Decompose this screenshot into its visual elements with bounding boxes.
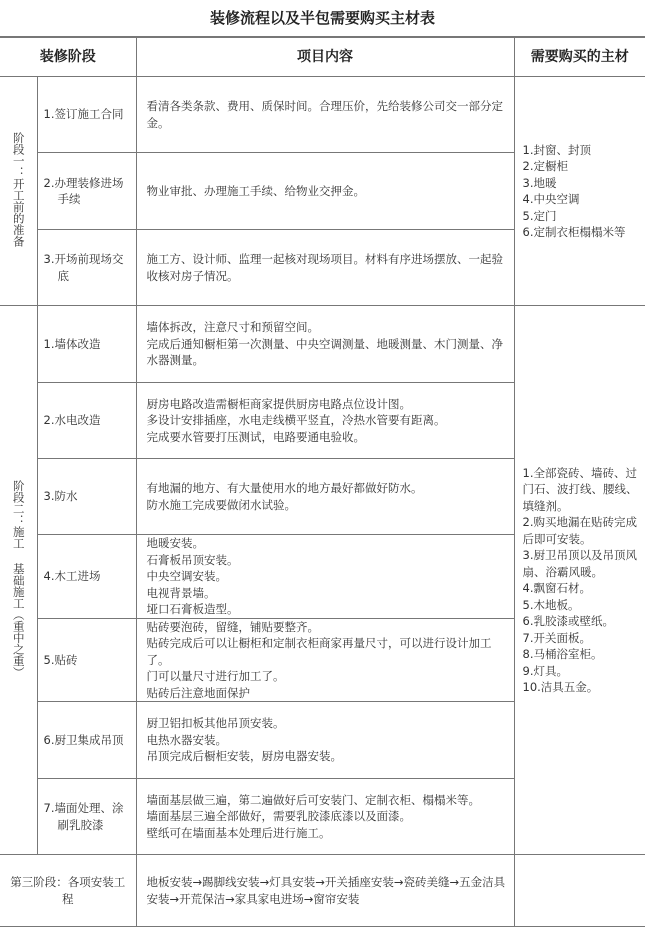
material-item: 7.开关面板。: [522, 630, 591, 645]
step-content: [136, 230, 514, 306]
step-name-text: 3.开场前现场交底: [43, 252, 124, 283]
content-line: 有地漏的地方、有大量使用水的地方最好都做好防水。: [146, 481, 423, 495]
content-line: 完成后通知橱柜第一次测量、中央空调测量、地暖测量、木门测量、净水器测量。: [146, 336, 503, 368]
material-item: 6.乳胶漆或壁纸。: [522, 614, 614, 628]
stage3-materials: [514, 855, 645, 927]
step-name-text: 1.签订施工合同: [43, 107, 124, 122]
content-line: 墙面基层三遍全部做好，需要乳胶漆底漆以及面漆。: [146, 809, 411, 824]
stage3-row: [0, 855, 645, 927]
step-content: [136, 383, 514, 459]
material-item: 1.全部瓷砖、墙砖、过门石、波打线、腰线、填缝剂。: [522, 465, 638, 513]
content-line: 贴砖要泡砖，留缝，铺贴要整齐。: [146, 619, 319, 634]
stage1-materials: [514, 77, 645, 306]
content-line: 电热水器安装。: [146, 732, 227, 747]
content-line: 门可以量尺寸进行加工了。: [146, 669, 285, 683]
material-item: 5.定门: [522, 208, 557, 223]
material-item: 9.灯具。: [522, 663, 568, 678]
step-name-text: 5.贴砖: [43, 652, 78, 667]
stage3-label: 第三阶段：各项安装工程: [0, 855, 136, 927]
step-name-text: 2.水电改造: [43, 413, 101, 428]
step-name-text: 3.防水: [43, 489, 78, 504]
content-line: 贴砖完成后可以让橱柜和定制衣柜商家再量尺寸，可以进行设计加工了。: [146, 636, 492, 667]
step-name-text: 7.墙面处理、涂刷乳胶漆: [43, 801, 124, 832]
step-name-text: 4.木工进场: [43, 569, 101, 583]
stage1-label: [0, 77, 37, 306]
content-line: 防水施工完成要做闭水试验。: [146, 497, 296, 512]
content-line: 石膏板吊顶安装。: [146, 552, 239, 567]
content-line: 厨卫铝扣板其他吊顶安装。: [146, 716, 285, 731]
material-item: 6.定制衣柜榻榻米等: [522, 225, 626, 239]
header-row: [0, 38, 645, 77]
material-item: 3.地暖: [522, 175, 557, 190]
content-line: 看清各类条款、费用、质保时间。合理压价，先给装修公司交一部分定金。: [146, 99, 503, 130]
step-name: [37, 618, 136, 702]
material-item: 10.洁具五金。: [522, 680, 599, 694]
step-content: [136, 702, 514, 779]
materials-table: [0, 37, 645, 927]
table-title: 装修流程以及半包需要购买主材表: [0, 0, 645, 37]
material-item: 1.封窗、封顶: [522, 142, 591, 157]
content-line: 中央空调安装。: [146, 569, 227, 583]
step-name: [37, 779, 136, 855]
step-name: [37, 459, 136, 535]
step-content: [136, 77, 514, 153]
step-name: [37, 535, 136, 619]
step-content: [136, 153, 514, 230]
stage1-section: [0, 77, 645, 306]
content-line: 垭口石膏板造型。: [146, 602, 239, 616]
content-line: 厨房电路改造需橱柜商家提供厨房电路点位设计图。: [146, 396, 411, 411]
stage2-materials: [514, 306, 645, 855]
content-line: 贴砖后注意地面保护: [146, 685, 250, 700]
material-item: 5.木地板。: [522, 597, 580, 612]
header-materials: 需要购买的主材: [514, 38, 645, 77]
content-line: 地暖安装。: [146, 536, 204, 550]
step-name-text: 1.墙体改造: [43, 336, 101, 351]
step-content: [136, 535, 514, 619]
content-line: 施工方、设计师、监理一起核对现场项目。材料有序进场摆放、一起验收核对房子情况。: [146, 252, 503, 283]
content-line: 墙面基层做三遍，第二遍做好后可安装门、定制衣柜、榻榻米等。: [146, 792, 480, 807]
step-name: [37, 306, 136, 383]
material-item: 4.中央空调: [522, 192, 580, 206]
step-content: [136, 306, 514, 383]
step-name: [37, 702, 136, 779]
material-item: 2.购买地漏在贴砖完成后即可安装。: [522, 515, 637, 546]
stage3-content: 地板安装→踢脚线安装→灯具安装→开关插座安装→瓷砖美缝→五金洁具安装→开荒保洁→家具家电进场→窗帘安装: [136, 855, 514, 927]
step-name: [37, 77, 136, 153]
material-item: 4.飘窗石材。: [522, 581, 591, 595]
table-row: [0, 77, 645, 153]
stage-label-text: 阶段二：施工 基础施工（重中之重）: [11, 479, 26, 678]
content-line: 物业审批、办理施工手续、给物业交押金。: [146, 183, 365, 198]
stage-label-text: 阶段一：开工前的准备: [11, 132, 26, 247]
content-line: 吊顶完成后橱柜安装，厨房电器安装。: [146, 749, 342, 764]
step-name: [37, 230, 136, 306]
content-line: 多设计安排插座，水电走线横平竖直，冷热水管要有距离。: [146, 413, 446, 428]
step-name-text: 2.办理装修进场手续: [43, 175, 124, 206]
header-content: 项目内容: [136, 38, 514, 77]
content-line: 墙体拆改，注意尺寸和预留空间。: [146, 320, 319, 335]
stage2-label: [0, 306, 37, 855]
material-item: 3.厨卫吊顶以及吊顶风扇、浴霸风暖。: [522, 548, 637, 579]
material-item: 2.定橱柜: [522, 159, 568, 173]
content-line: 电视背景墙。: [146, 585, 216, 600]
step-name-text: 6.厨卫集成吊顶: [43, 732, 124, 747]
header-stage: 装修阶段: [0, 38, 136, 77]
content-line: 壁纸可在墙面基本处理后进行施工。: [146, 825, 331, 840]
step-name: [37, 383, 136, 459]
step-content: [136, 459, 514, 535]
stage2-section: [0, 306, 645, 855]
step-content: [136, 618, 514, 702]
step-name: [37, 153, 136, 230]
material-item: 8.马桶浴室柜。: [522, 647, 603, 661]
content-line: 完成要水管要打压测试，电路要通电验收。: [146, 429, 365, 444]
step-content: [136, 779, 514, 855]
table-row: [0, 306, 645, 383]
